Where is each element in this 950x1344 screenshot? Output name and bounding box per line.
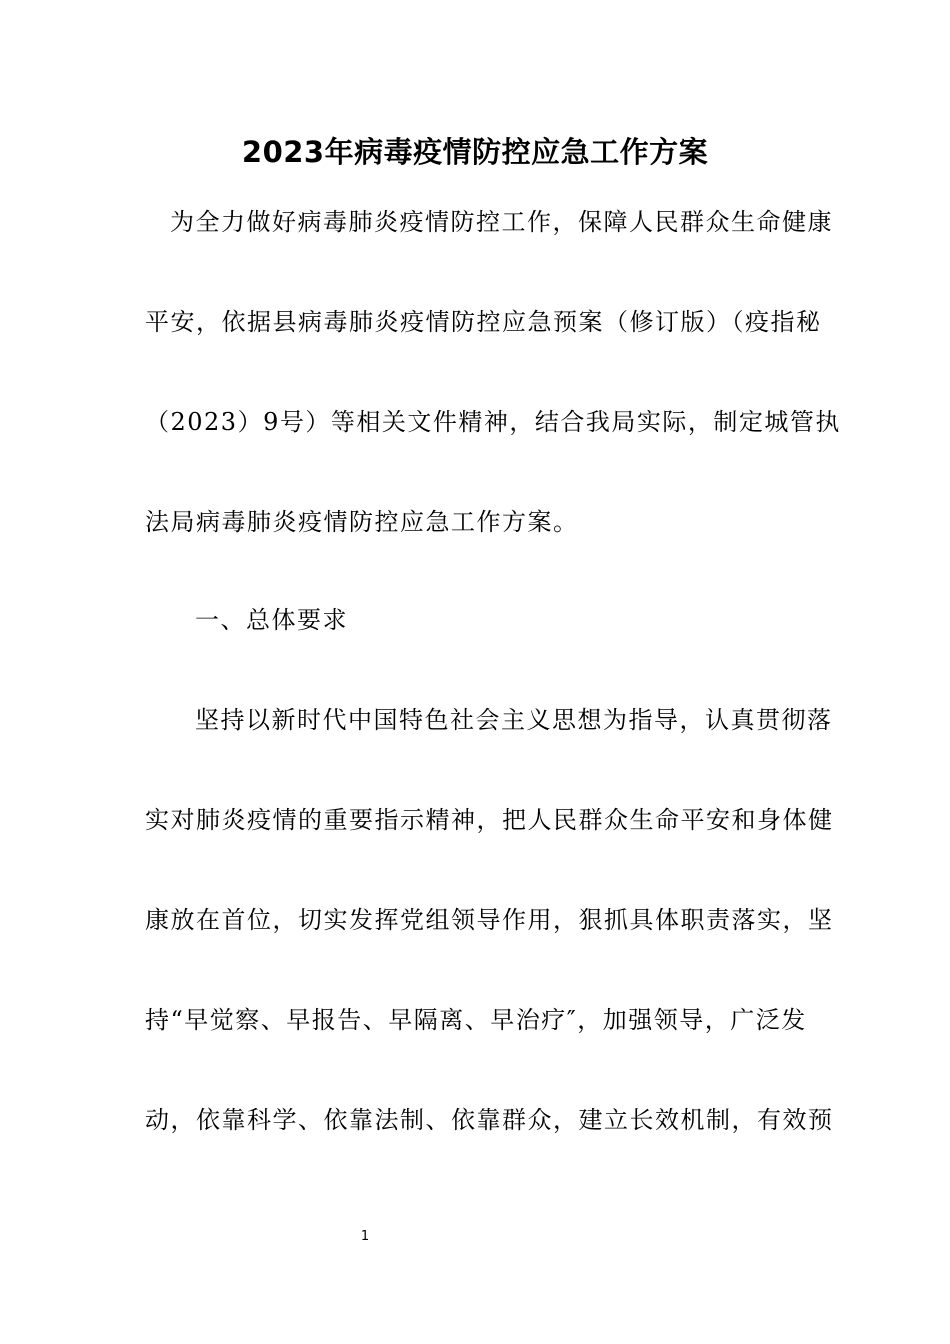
document-title: 2023年病毒疫情防控应急工作方案 [241,135,709,169]
section1-heading: 一、总体要求 [195,606,348,634]
paragraph1-line-4: 法局病毒肺炎疫情防控应急工作方案。 [145,508,579,536]
paragraph2-line-5: 动，依靠科学、依靠法制、依靠群众，建立长效机制，有效预 [145,1106,834,1134]
paragraph2-line-3: 康放在首位，切实发挥党组领导作用，狠抓具体职责落实，坚 [145,906,834,934]
paragraph1-line-2: 平安，依据县病毒肺炎疫情防控应急预案（修订版）（疫指秘 [145,308,822,336]
paragraph2-line-1: 坚持以新时代中国特色社会主义思想为指导，认真贯彻落 [195,706,833,734]
paragraph1-line-3: （2023）9号）等相关文件精神，结合我局实际，制定城管执 [145,408,841,436]
paragraph2-line-4: 持“早觉察、早报告、早隔离、早治疗″，加强领导，广泛发 [145,1006,807,1034]
paragraph2-line-2: 实对肺炎疫情的重要指示精神，把人民群众生命平安和身体健 [145,806,834,834]
paragraph1-line-1: 为全力做好病毒肺炎疫情防控工作，保障人民群众生命健康 [170,208,833,236]
page-number: 1 [360,1229,370,1244]
